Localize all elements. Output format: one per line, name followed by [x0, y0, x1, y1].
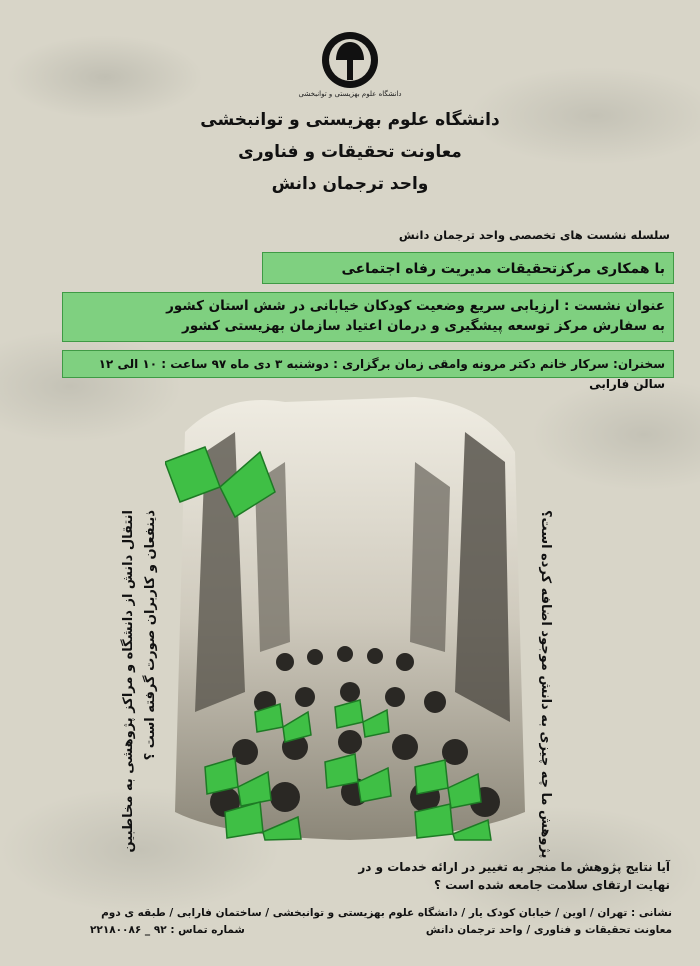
- bottom-question-line2: نهایت ارتقای سلامت جامعه شده است ؟: [434, 878, 670, 892]
- side-left-line1: انتقال دانش از دانشگاه و مراکز پژوهشی به مخاطبین: [121, 510, 136, 853]
- footer-office: معاونت تحقیقات و فناوری / واحد ترجمان دانش: [425, 924, 672, 936]
- session-title-line2: به سفارش مرکز توسعه پیشگیری و درمان اعتیاد سازمان بهزیستی کشور: [182, 318, 665, 334]
- footer-phone: شماره تماس : ۹۲ _ ۲۲۱۸۰۰۸۶: [90, 924, 245, 936]
- header-deputy: معاونت تحقیقات و فناوری: [238, 142, 462, 162]
- header-university: دانشگاه علوم بهزیستی و توانبخشی: [200, 110, 500, 130]
- header-unit: واحد ترجمان دانش: [271, 174, 429, 194]
- side-question-left: [118, 510, 166, 853]
- footer-row: [90, 922, 672, 939]
- logo-caption: دانشگاه علوم بهزیستی و توانبخشی: [298, 90, 402, 98]
- collaboration-banner: با همکاری مرکزتحقیقات مدیریت رفاه اجتماعی: [262, 252, 674, 284]
- side-left-line2: ذینفعان و کاربران صورت گرفته است ؟: [143, 510, 158, 761]
- session-title-box: [62, 292, 674, 342]
- series-title: سلسله نشست های تخصصی واحد ترجمان دانش: [398, 228, 670, 242]
- university-emblem-icon: [320, 30, 380, 90]
- session-title-line1: عنوان نشست : ارزیابی سریع وضعیت کودکان خیابانی در شش استان کشور: [166, 298, 665, 314]
- bottom-question-line1: آیا نتایج پژوهش ما منجر به تغییر در ارائه خدمات و در: [358, 860, 670, 874]
- crowd-reading-books-image: [165, 392, 535, 842]
- bottom-question: [270, 858, 670, 894]
- footer-address: نشانی : تهران / اوین / خیابان کودک یار / دانشگاه علوم بهزیستی و توانبخشی / ساختمان فارابی / طبقه ی دوم: [101, 907, 672, 919]
- speaker-info-box: سخنران: سرکار خانم دکتر مرونه وامقی زمان برگزاری : دوشنبه ۳ دی ماه ۹۷ ساعت : ۱۰ الی ۱۲ سالن فارابی: [62, 350, 674, 378]
- side-question-right: پژوهش ما چه چیزی به دانش موجود اضافه کرده است؟: [538, 510, 553, 859]
- footer: [90, 905, 672, 939]
